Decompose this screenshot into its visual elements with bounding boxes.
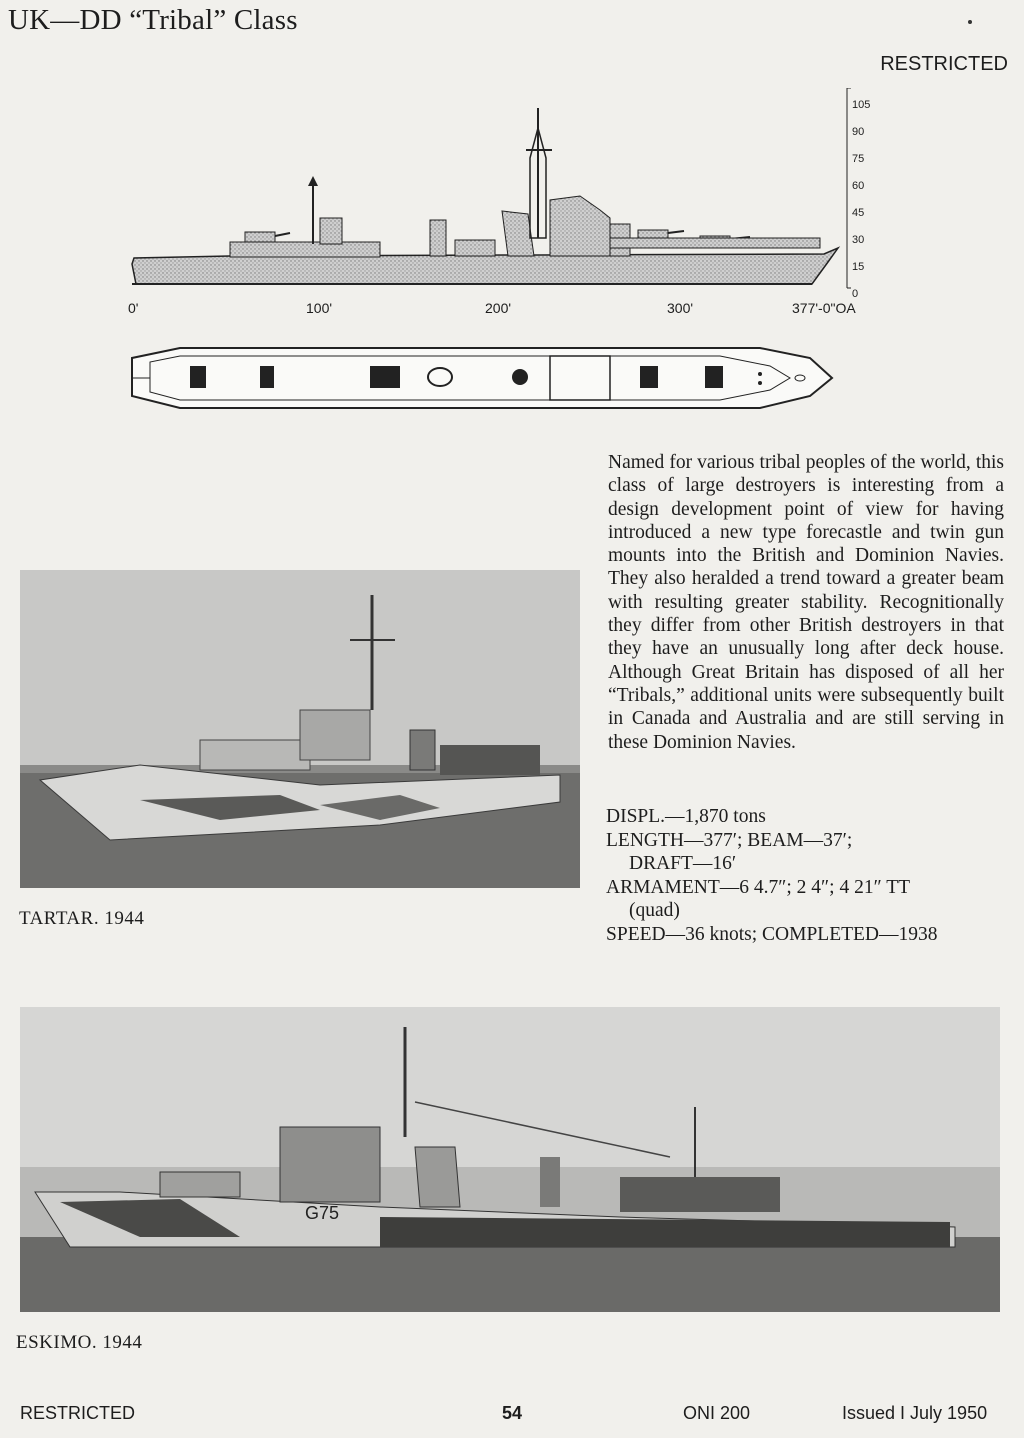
photo-tartar [20,570,580,888]
hull-number: G75 [305,1203,340,1223]
length-tick-label: 100' [306,300,333,316]
height-tick-label: 30 [852,234,865,246]
photo-caption-eskimo: ESKIMO. 1944 [16,1332,143,1353]
height-tick-label: 90 [852,126,865,138]
spec-speed-completed: SPEED—36 knots; COMPLETED—1938 [606,924,938,945]
height-scale [852,92,870,308]
height-tick-label: 75 [852,153,865,165]
photo-eskimo [20,1007,1000,1312]
page-title: UK—DD “Tribal” Class [8,4,298,36]
spec-displacement: DISPL.—1,870 tons [606,806,766,827]
page-number: 54 [502,1403,523,1423]
restricted-label-bottom: RESTRICTED [20,1403,136,1423]
class-description: Named for various tribal peoples of the world, this class of large destroyers is interesting from a design development point of view for having introduced a new type forecastle and twin gun mounts into the British and Dominion Navies. They also heralded a trend toward a greater beam with resulting greater stability. Recognitionally they differ from other British destroyers in that they have an unusually long after deck house. Although Great Britain has disposed of all her “Tribals,” additional units were subsequently built in Canada and Australia and are still serving in these Dominion Navies. [608,452,1004,753]
length-tick-label: 200' [485,300,512,316]
photo-caption-tartar: TARTAR. 1944 [19,908,145,929]
height-tick-label: 60 [852,180,865,192]
print-mark [968,20,972,24]
height-tick-label: 105 [852,99,871,111]
ship-profile-drawing [110,88,890,328]
height-tick-label: 45 [852,207,865,219]
spec-armament-cont: (quad) [629,900,680,921]
length-tick-label: 0' [128,300,139,316]
length-tick-label: 377'-0"OA [792,300,856,316]
spec-armament: ARMAMENT—6 4.7″; 2 4″; 4 21″ TT [606,877,911,898]
ship-plan-drawing [120,336,840,418]
restricted-label-top: RESTRICTED [880,53,1008,75]
height-tick-label: 15 [852,261,865,273]
length-tick-label: 300' [667,300,694,316]
publication-id: ONI 200 [683,1403,751,1423]
spec-draft: DRAFT—16′ [629,853,737,874]
issue-date: Issued I July 1950 [842,1403,988,1423]
height-tick-label: 0 [852,288,859,300]
spec-length-beam: LENGTH—377′; BEAM—37′; [606,830,853,851]
